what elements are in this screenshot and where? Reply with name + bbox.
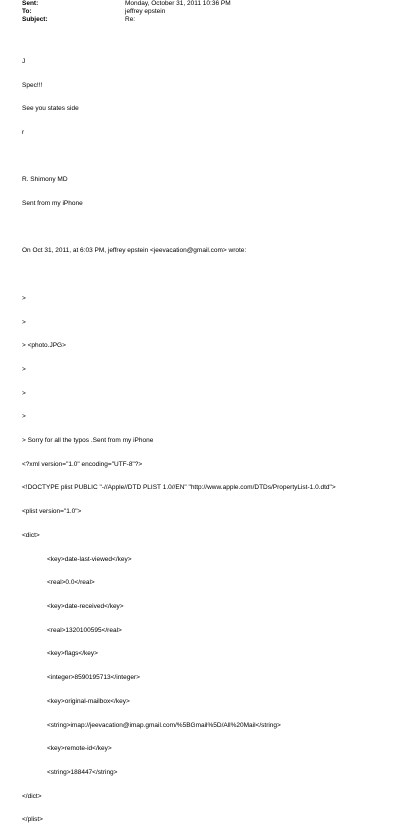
signature-device: Sent from my iPhone <box>22 200 83 208</box>
plist-key: <key>date-last-viewed</key> <box>47 555 132 563</box>
dict-open: <dict> <box>22 531 40 539</box>
subject-label: Subject: <box>22 16 48 23</box>
spacer <box>22 153 392 161</box>
plist-open: <plist version="1.0"> <box>22 508 82 516</box>
quoted-line: > <box>22 294 26 302</box>
plist-key: <key>remote-id</key> <box>47 745 112 753</box>
quoted-line: > <box>22 389 26 397</box>
email-body <box>22 42 392 840</box>
body-line: J <box>22 57 26 65</box>
spacer <box>22 224 392 232</box>
dict-close: </dict> <box>22 792 42 800</box>
plist-key: <key>date-received</key> <box>47 602 124 610</box>
plist-value: <real>0.0</real> <box>47 579 95 587</box>
quote-intro: On Oct 31, 2011, at 6:03 PM, jeffrey epstein <jeevacation@gmail.com> wrote: <box>22 247 247 255</box>
xml-declaration: <?xml version="1.0" encoding="UTF-8"?> <box>22 460 143 468</box>
quoted-line: > <box>22 318 26 326</box>
plist-value: <integer>8590195713</integer> <box>47 674 140 682</box>
quoted-attachment: > <photo.JPG> <box>22 342 66 350</box>
body-line: r <box>22 128 25 136</box>
body-line: See you states side <box>22 105 79 113</box>
quoted-line: > <box>22 365 26 373</box>
doctype-line: <!DOCTYPE plist PUBLIC "-//Apple//DTD PLIST 1.0//EN" "http://www.apple.com/DTDs/PropertyList-1.0.dtd"> <box>22 484 336 492</box>
to-value: jeffrey epstein <box>125 8 166 15</box>
plist-value: <real>1320100595</real> <box>47 626 122 634</box>
signature-name: R. Shimony MD <box>22 176 68 184</box>
plist-value: <string>imap://jeevacation@imap.gmail.com/%5BGmail%5D/All%20Mail</string> <box>47 721 281 729</box>
sent-value: Monday, October 31, 2011 10:36 PM <box>125 0 231 7</box>
to-label: To: <box>22 8 32 15</box>
plist-close: </plist> <box>22 816 43 824</box>
quoted-line: > Sorry for all the typos .Sent from my iPhone <box>22 437 154 445</box>
spacer <box>22 271 392 279</box>
subject-value: Re: <box>125 16 136 23</box>
sent-label: Sent: <box>22 0 39 7</box>
body-line: Spec!!! <box>22 81 43 89</box>
plist-value: <string>188447</string> <box>47 768 118 776</box>
quoted-line: > <box>22 413 26 421</box>
plist-key: <key>original-mailbox</key> <box>47 697 130 705</box>
plist-key: <key>flags</key> <box>47 650 98 658</box>
